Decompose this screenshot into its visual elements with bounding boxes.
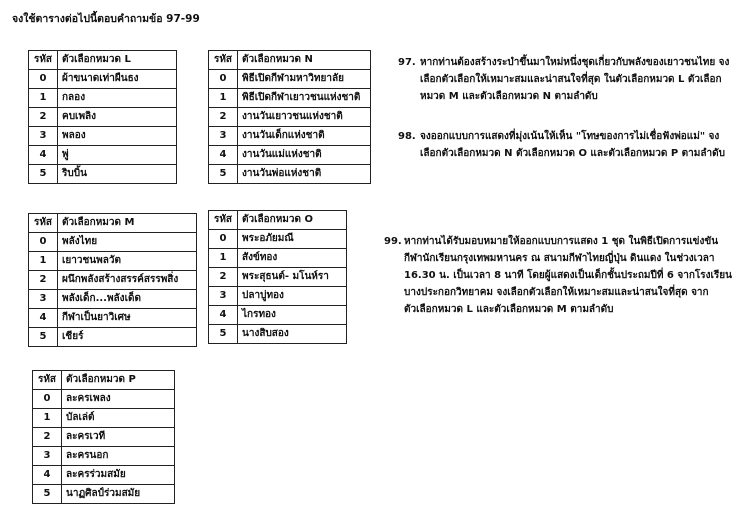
code-header: รหัส [29, 214, 58, 233]
table-row [29, 290, 197, 309]
category-title: ตัวเลือกหมวด O [238, 211, 347, 230]
table-row [209, 268, 347, 287]
row-code: 5 [209, 165, 238, 184]
row-label: ละครร่วมสมัย [62, 466, 175, 485]
table-row [33, 466, 175, 485]
table-row [33, 390, 175, 409]
category-title: ตัวเลือกหมวด M [58, 214, 197, 233]
row-code: 4 [29, 146, 58, 165]
table-row [29, 70, 177, 89]
table-category-p [32, 370, 175, 504]
row-label: งานวันพ่อแห่งชาติ [238, 165, 371, 184]
table-header-row [29, 214, 197, 233]
table-row [29, 252, 197, 271]
table-row [209, 287, 347, 306]
row-label: นาฏศิลป์ร่วมสมัย [62, 485, 175, 504]
question-number: 97. [398, 57, 416, 68]
table-row [209, 89, 371, 108]
row-code: 3 [29, 290, 58, 309]
row-label: พู่ [58, 146, 177, 165]
row-label: เชียร์ [58, 328, 197, 347]
code-header: รหัส [33, 371, 62, 390]
table-row [209, 108, 371, 127]
table-header-row [209, 211, 347, 230]
row-code: 0 [33, 390, 62, 409]
table-row [29, 309, 197, 328]
table-header-row [209, 51, 371, 70]
row-code: 1 [209, 249, 238, 268]
row-code: 0 [29, 70, 58, 89]
question-text-line: บางประกอกวิทยาคม จงเลือกตัวเลือกให้เหมาะสมและน่าสนใจที่สุด จาก [404, 287, 709, 298]
question-number: 98. [398, 131, 416, 142]
table-row [29, 127, 177, 146]
row-code: 2 [209, 108, 238, 127]
row-code: 3 [209, 127, 238, 146]
row-code: 1 [29, 252, 58, 271]
table-row [209, 146, 371, 165]
row-label: พลอง [58, 127, 177, 146]
question-97 [398, 54, 729, 105]
table-row [29, 89, 177, 108]
category-title: ตัวเลือกหมวด L [58, 51, 177, 70]
row-label: ผ้าขนาดเท่าผืนธง [58, 70, 177, 89]
table-row [209, 325, 347, 344]
row-code: 1 [209, 89, 238, 108]
question-text-line: 16.30 น. เป็นเวลา 8 นาที โดยผู้แสดงเป็นเด็กชั้นประถมปีที่ 6 จากโรงเรียน [404, 270, 732, 281]
row-label: พระสุธนต์- มโนห์รา [238, 268, 347, 287]
table-category-o [208, 210, 347, 344]
row-code: 1 [33, 409, 62, 428]
row-label: พลังไทย [58, 233, 197, 252]
row-code: 4 [209, 306, 238, 325]
code-header: รหัส [209, 51, 238, 70]
row-code: 5 [29, 165, 58, 184]
row-code: 0 [209, 230, 238, 249]
row-label: งานวันเยาวชนแห่งชาติ [238, 108, 371, 127]
question-text-line: หากท่านได้รับมอบหมายให้ออกแบบการแสดง 1 ชุด ในพิธีเปิดการแข่งขัน [404, 236, 719, 247]
category-title: ตัวเลือกหมวด P [62, 371, 175, 390]
code-header: รหัส [29, 51, 58, 70]
table-header-row [33, 371, 175, 390]
row-code: 3 [29, 127, 58, 146]
row-label: งานวันแม่แห่งชาติ [238, 146, 371, 165]
row-label: ละครนอก [62, 447, 175, 466]
table-row [33, 485, 175, 504]
table-row [33, 409, 175, 428]
question-98 [398, 128, 725, 162]
row-label: ไกรทอง [238, 306, 347, 325]
row-code: 0 [29, 233, 58, 252]
row-code: 4 [209, 146, 238, 165]
question-text-line: ตัวเลือกหมวด L และตัวเลือกหมวด M ตามลำดับ [404, 304, 614, 315]
row-code: 5 [209, 325, 238, 344]
row-label: บัลเล่ต์ [62, 409, 175, 428]
row-label: ปลาบู่ทอง [238, 287, 347, 306]
table-header-row [29, 51, 177, 70]
row-label: สังข์ทอง [238, 249, 347, 268]
row-code: 5 [33, 485, 62, 504]
table-row [29, 108, 177, 127]
row-code: 0 [209, 70, 238, 89]
table-category-m [28, 213, 197, 347]
row-label: ละครเวที [62, 428, 175, 447]
table-category-n [208, 50, 371, 184]
row-code: 4 [33, 466, 62, 485]
row-code: 2 [29, 108, 58, 127]
row-label: กลอง [58, 89, 177, 108]
row-label: เยาวชนพลวัต [58, 252, 197, 271]
question-text-line: หากท่านต้องสร้างระบำขึ้นมาใหม่หนึ่งชุดเกี่ยวกับพลังของเยาวชนไทย จง [420, 57, 730, 68]
row-label: ละครเพลง [62, 390, 175, 409]
row-code: 4 [29, 309, 58, 328]
row-code: 5 [29, 328, 58, 347]
row-label: พระอภัยมณี [238, 230, 347, 249]
table-row [33, 447, 175, 466]
row-label: ริบบิ้น [58, 165, 177, 184]
row-label: งานวันเด็กแห่งชาติ [238, 127, 371, 146]
category-title: ตัวเลือกหมวด N [238, 51, 371, 70]
question-99 [384, 233, 732, 318]
table-row [29, 271, 197, 290]
row-label: คบเพลิง [58, 108, 177, 127]
table-row [209, 249, 347, 268]
question-text-line: หมวด M และตัวเลือกหมวด N ตามลำดับ [420, 91, 598, 102]
table-row [209, 127, 371, 146]
question-text-line: กีฬานักเรียนกรุงเทพมหานคร ณ สนามกีฬาไทยญี่ปุ่น ดินแดง ในช่วงเวลา [404, 253, 715, 264]
row-code: 2 [29, 271, 58, 290]
row-code: 3 [209, 287, 238, 306]
question-text-line: เลือกตัวเลือกให้เหมาะสมและน่าสนใจที่สุด ในตัวเลือกหมวด L ตัวเลือก [420, 74, 722, 85]
table-row [209, 306, 347, 325]
table-row [209, 165, 371, 184]
table-row [29, 233, 197, 252]
page-heading: จงใช้ตารางต่อไปนี้ตอบคำถามข้อ 97-99 [12, 13, 200, 25]
row-code: 2 [33, 428, 62, 447]
row-label: พิธีเปิดกีฬามหาวิทยาลัย [238, 70, 371, 89]
row-label: พลังเด็ก...พลังเด็ด [58, 290, 197, 309]
row-code: 1 [29, 89, 58, 108]
table-category-l [28, 50, 177, 184]
table-row [29, 328, 197, 347]
table-row [29, 165, 177, 184]
table-row [209, 70, 371, 89]
table-row [209, 230, 347, 249]
table-row [33, 428, 175, 447]
row-label: พิธีเปิดกีฬาเยาวชนแห่งชาติ [238, 89, 371, 108]
row-code: 2 [209, 268, 238, 287]
row-label: กีฬาเป็นยาวิเศษ [58, 309, 197, 328]
row-label: นางสิบสอง [238, 325, 347, 344]
code-header: รหัส [209, 211, 238, 230]
question-text-line: จงออกแบบการแสดงที่มุ่งเน้นให้เห็น "โทษของการไม่เชื่อฟังพ่อแม่" จง [420, 131, 720, 142]
row-label: ผนึกพลังสร้างสรรค์สรรพสิ่ง [58, 271, 197, 290]
table-row [29, 146, 177, 165]
row-code: 3 [33, 447, 62, 466]
question-number: 99. [384, 236, 402, 247]
question-text-line: เลือกตัวเลือกหมวด N ตัวเลือกหมวด O และตัวเลือกหมวด P ตามลำดับ [420, 148, 725, 159]
